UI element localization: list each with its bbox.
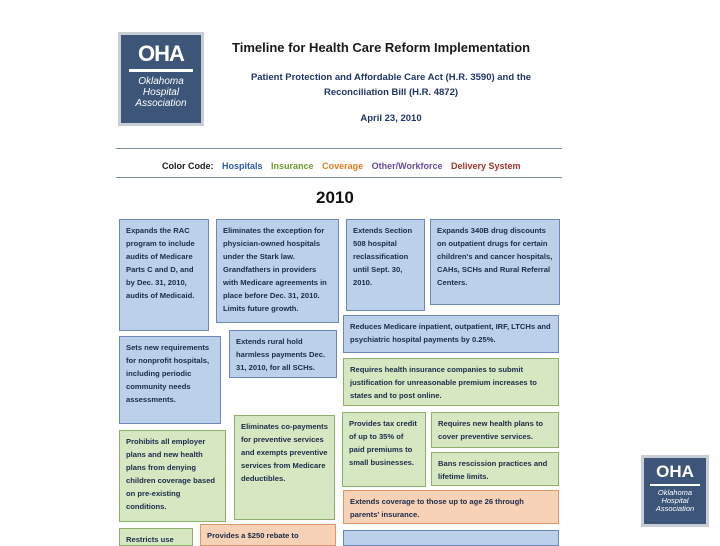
- timeline-box-coverage: Extends coverage to those up to age 26 through parents' insurance.: [343, 490, 559, 524]
- logo-name-line: Oklahoma: [138, 76, 184, 87]
- timeline-box-hospitals: Expands the RAC program to include audits of Medicare Parts C and D, and by Dec. 31, 2010, audits of Medicaid.: [119, 219, 209, 331]
- divider: [116, 148, 562, 149]
- subtitle-line: Reconciliation Bill (H.R. 4872): [323, 87, 459, 98]
- subtitle-line: Patient Protection and Affordable Care Act (H.R. 3590) and the: [250, 72, 532, 83]
- logo-name-line: Hospital: [661, 496, 689, 505]
- timeline-box-insurance: Eliminates co-payments for preventive services and exempts preventive services from Medicare deductibles.: [234, 415, 335, 520]
- legend-other-workforce: Other/Workforce: [371, 161, 443, 171]
- logo-mark: OHA: [656, 462, 694, 481]
- legend-insurance: Insurance: [271, 161, 314, 171]
- timeline-box-insurance: Requires new health plans to cover preventive services.: [431, 412, 559, 448]
- timeline-box-insurance: Bans rescission practices and lifetime limits.: [431, 452, 559, 486]
- timeline-box-hospitals: Reduces Medicare inpatient, outpatient, IRF, LTCHs and psychiatric hospital payments by 0.25%.: [343, 315, 559, 353]
- divider: [116, 177, 562, 178]
- timeline-box-insurance: Provides tax credit of up to 35% of paid premiums to small businesses.: [342, 412, 426, 487]
- logo-name: [135, 76, 186, 109]
- oha-logo: [118, 32, 204, 126]
- timeline-box-hospitals: Extends rural hold harmless payments Dec. 31, 2010, for all SCHs.: [229, 330, 337, 378]
- timeline-box-insurance: Restricts use: [119, 528, 193, 546]
- timeline-box-hospitals: Extends Section 508 hospital reclassification until Sept. 30, 2010.: [346, 219, 425, 311]
- color-code-label: Color Code:: [162, 161, 214, 171]
- oha-logo-corner: [641, 455, 709, 527]
- logo-name-line: Association: [135, 98, 187, 109]
- timeline-box-hospitals: [343, 530, 559, 546]
- year-heading: 2010: [316, 188, 354, 207]
- timeline-box-hospitals: Expands 340B drug discounts on outpatient drugs for certain children's and cancer hospitals, CAHs, SCHs and Rural Referral Centers.: [430, 219, 560, 305]
- legend-hospitals: Hospitals: [222, 161, 263, 171]
- color-code-legend: [162, 161, 527, 171]
- logo-divider: [129, 69, 193, 72]
- legend-coverage: Coverage: [322, 161, 364, 171]
- logo-mark: OHA: [138, 41, 184, 66]
- logo-divider: [650, 484, 700, 486]
- document-date: April 23, 2010: [360, 113, 422, 124]
- logo-name-line: Association: [655, 504, 695, 513]
- legend-delivery-system: Delivery System: [451, 161, 521, 171]
- timeline-box-insurance: Requires health insurance companies to submit justification for unreasonable premium increases to states and to post online.: [343, 358, 559, 406]
- page-title: Timeline for Health Care Reform Implementation: [232, 40, 531, 55]
- timeline-box-coverage: Provides a $250 rebate to: [200, 524, 336, 546]
- timeline-box-hospitals: Eliminates the exception for physician-owned hospitals under the Stark law. Grandfathers in providers with Medicare agreements in place before Dec. 31, 2010. Limits future growth.: [216, 219, 339, 323]
- timeline-box-hospitals: Sets new requirements for nonprofit hospitals, including periodic community needs assessments.: [119, 336, 221, 424]
- logo-name-line: Hospital: [142, 87, 180, 98]
- logo-name-line: Oklahoma: [657, 488, 693, 497]
- logo-name: [656, 489, 694, 513]
- timeline-box-insurance: Prohibits all employer plans and new health plans from denying children coverage based on pre-existing conditions.: [119, 430, 226, 522]
